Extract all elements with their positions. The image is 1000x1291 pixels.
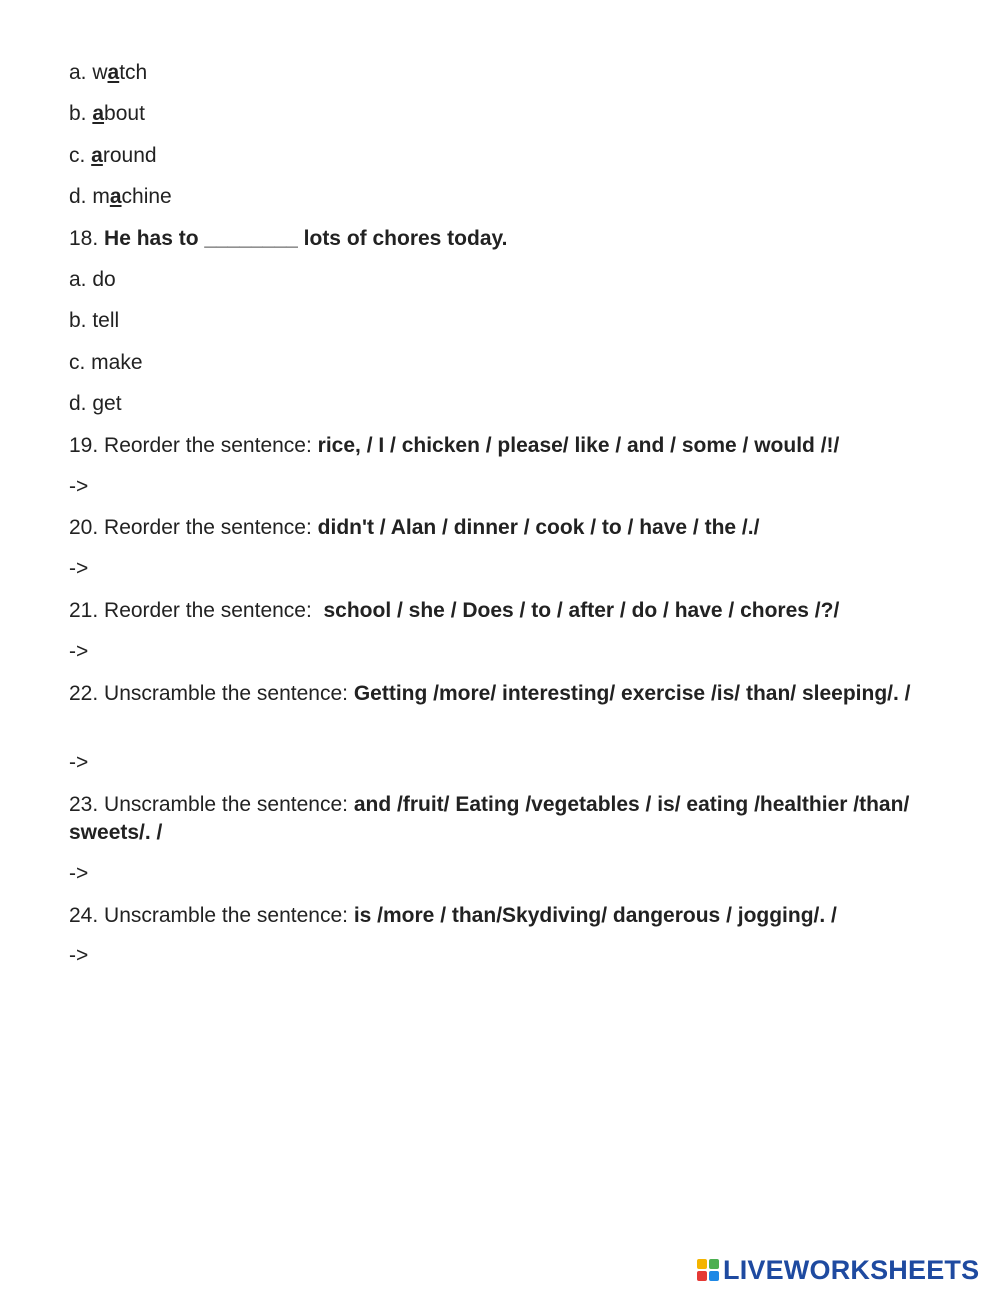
answer-21[interactable]: -> <box>69 640 89 663</box>
logo-tile <box>697 1271 707 1281</box>
question-19: 19. Reorder the sentence: rice, / I / chicken / please/ like / and / some / would /!/ <box>69 434 840 457</box>
answer-24[interactable]: -> <box>69 944 89 967</box>
liveworksheets-logo <box>697 1253 979 1287</box>
question-18: 18. He has to ________ lots of chores today. <box>69 227 508 250</box>
logo-text: LIVEWORKSHEETS <box>723 1254 980 1285</box>
q18-option-c: c. make <box>69 351 143 374</box>
q18-option-d: d. get <box>69 392 122 415</box>
logo-tile <box>709 1271 719 1281</box>
logo-tile <box>709 1259 719 1269</box>
question-24: 24. Unscramble the sentence: is /more / than/Skydiving/ dangerous / jogging/. / <box>69 904 837 927</box>
answer-19[interactable]: -> <box>69 475 89 498</box>
question-23: 23. Unscramble the sentence: and /fruit/ Eating /vegetables / is/ eating /healthier /than/ sweets/. / <box>69 793 910 844</box>
logo-mark-icon <box>697 1259 719 1281</box>
option-b: b. about <box>69 102 145 125</box>
answer-23[interactable]: -> <box>69 862 89 885</box>
logo-tile <box>697 1259 707 1269</box>
answer-20[interactable]: -> <box>69 557 89 580</box>
question-20: 20. Reorder the sentence: didn't / Alan / dinner / cook / to / have / the /./ <box>69 516 760 539</box>
answer-22[interactable]: -> <box>69 751 89 774</box>
option-d: d. machine <box>69 185 172 208</box>
question-22: 22. Unscramble the sentence: Getting /more/ interesting/ exercise /is/ than/ sleeping/. / <box>69 682 911 705</box>
option-a: a. watch <box>69 61 148 84</box>
option-c: c. around <box>69 144 157 167</box>
question-21: 21. Reorder the sentence: school / she / Does / to / after / do / have / chores /?/ <box>69 599 840 622</box>
q18-option-a: a. do <box>69 268 116 291</box>
q18-option-b: b. tell <box>69 309 120 332</box>
